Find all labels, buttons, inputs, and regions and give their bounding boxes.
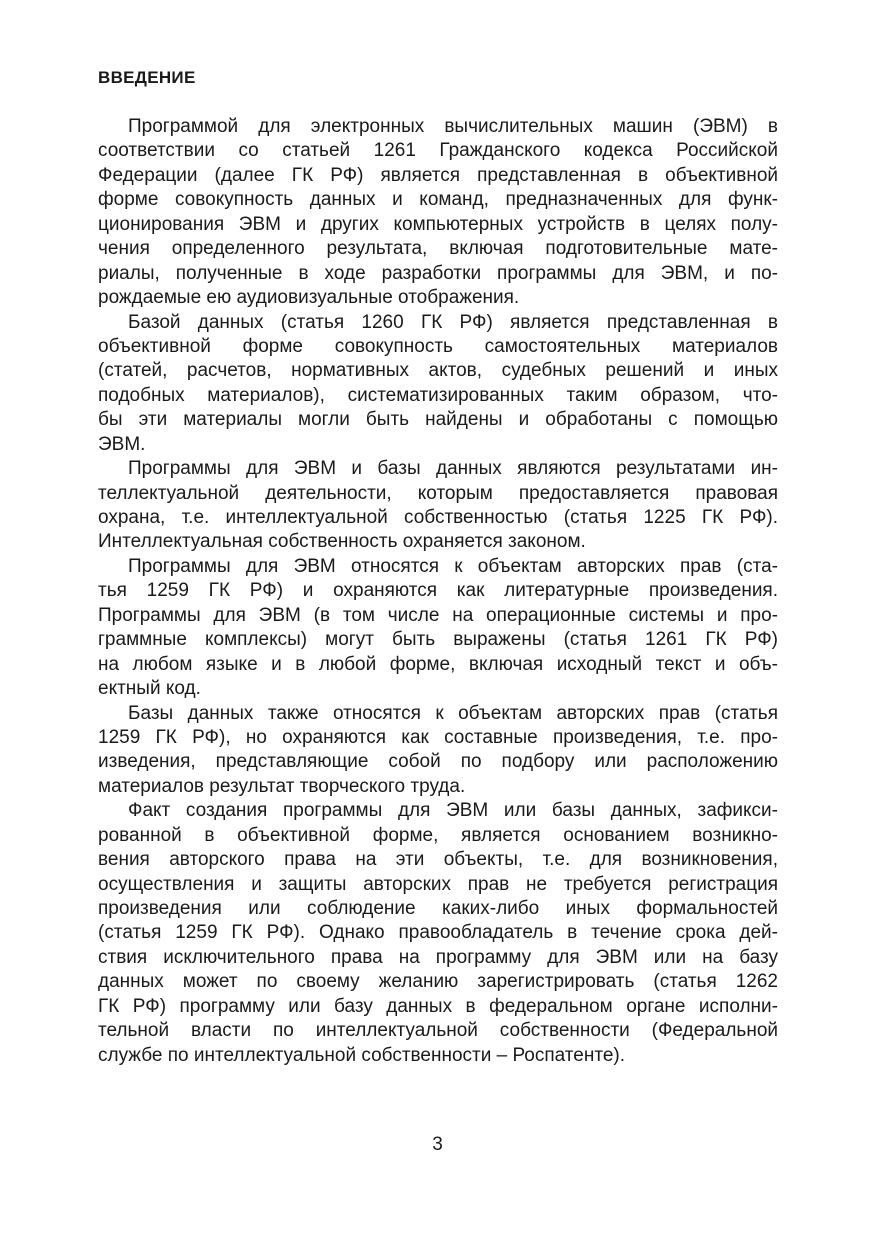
page-title: ВВЕДЕНИЕ (98, 68, 196, 87)
text-line: бы эти материалы могли быть найдены и обработаны с помощью (98, 409, 778, 431)
text-line: Программы для ЭВМ (в том числе на операционные системы и про- (98, 604, 778, 626)
paragraph-1 (98, 115, 778, 311)
text-line: ектный код. (98, 678, 201, 700)
text-line: форме совокупность данных и команд, предназначенных для функ- (98, 189, 778, 211)
text-line: (статья 1259 ГК РФ). Однако правообладатель в течение срока дей- (98, 922, 778, 944)
text-line: Базой данных (статья 1260 ГК РФ) является представленная в (128, 311, 778, 333)
text-line: рованной в объективной форме, является основанием возникно- (98, 824, 778, 846)
text-line: ЭВМ. (98, 433, 146, 455)
text-line: 1259 ГК РФ), но охраняются как составные произведения, т.е. про- (98, 726, 778, 748)
text-line: изведения, представляющие собой по подбору или расположению (98, 751, 778, 773)
text-line: ствия исключительного права на программу для ЭВМ или на базу (98, 946, 778, 968)
text-line: Факт создания программы для ЭВМ или базы данных, зафикси- (128, 800, 778, 822)
text-line: риалы, полученные в ходе разработки программы для ЭВМ, и по- (98, 262, 778, 284)
text-line: ционирования ЭВМ и других компьютерных устройств в целях полу- (98, 213, 778, 235)
text-line: охрана, т.е. интеллектуальной собственностью (статья 1225 ГК РФ). (98, 507, 778, 528)
text-line: Интеллектуальная собственность охраняется законом. (98, 531, 586, 553)
text-line: Программы для ЭВМ относятся к объектам авторских прав (ста- (128, 555, 778, 577)
text-line: Базы данных также относятся к объектам авторских прав (статья (128, 702, 778, 724)
text-line: соответствии со статьей 1261 Гражданского кодекса Российской (98, 140, 778, 162)
text-line: объективной форме совокупность самостоятельных материалов (98, 335, 778, 357)
paragraph-6 (98, 799, 778, 1068)
text-line: вения авторского права на эти объекты, т.е. для возникновения, (98, 849, 778, 871)
text-line: на любом языке и в любой форме, включая исходный текст и объ- (98, 653, 778, 675)
text-line: теллектуальной деятельности, которым предоставляется правовая (98, 482, 778, 504)
text-line: произведения или соблюдение каких-либо иных формальностей (98, 898, 778, 919)
text-line: чения определенного результата, включая подготовительные мате- (98, 238, 778, 260)
text-line: подобных материалов), систематизированных таким образом, что- (98, 384, 778, 406)
text-line: осуществления и защиты авторских прав не требуется регистрация (98, 873, 778, 895)
text-line: службе по интеллектуальной собственности – Роспатенте). (98, 1044, 626, 1066)
page-number: 3 (432, 1134, 443, 1155)
text-line: Программы для ЭВМ и базы данных являются результатами ин- (128, 458, 778, 480)
text-line: Программой для электронных вычислительных машин (ЭВМ) в (128, 116, 778, 137)
paragraph-2 (98, 311, 778, 458)
text-line: (статей, расчетов, нормативных актов, судебных решений и иных (98, 360, 778, 382)
text-line: материалов результат творческого труда. (98, 775, 466, 797)
text-line: ГК РФ) программу или базу данных в федеральном органе исполни- (98, 995, 778, 1017)
text-line: Федерации (далее ГК РФ) является представленная в объективной (98, 164, 778, 186)
text-line: граммные комплексы) могут быть выражены (статья 1261 ГК РФ) (98, 629, 778, 651)
body-text (98, 115, 778, 1068)
text-line: рождаемые ею аудиовизуальные отображения. (98, 287, 520, 309)
paragraph-4 (98, 555, 778, 702)
paragraph-5 (98, 702, 778, 800)
paragraph-3 (98, 457, 778, 555)
text-line: данных может по своему желанию зарегистрировать (статья 1262 (98, 971, 778, 993)
text-line: тья 1259 ГК РФ) и охраняются как литературные произведения. (98, 580, 778, 602)
text-line: тельной власти по интеллектуальной собственности (Федеральной (98, 1020, 778, 1042)
